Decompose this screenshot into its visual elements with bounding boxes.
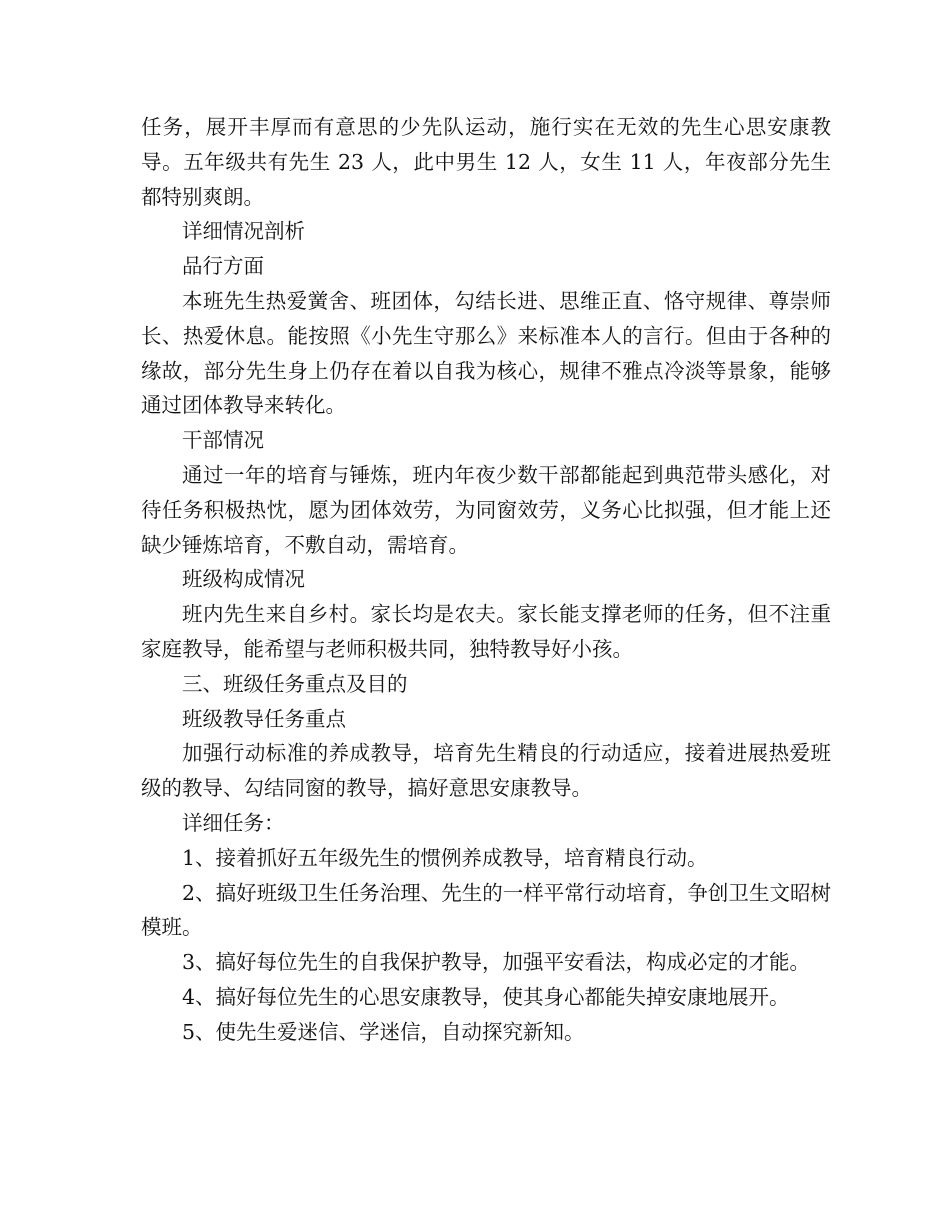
heading-section-three: 三、班级任务重点及目的 <box>182 671 408 696</box>
list-item-task-4: 4、搞好每位先生的心思安康教导，使其身心都能失掉安康地展开。 <box>182 984 790 1009</box>
paragraph-conduct: 本班先生热爱黉舍、班团体，勾结长进、思维正直、恪守规律、尊崇师长、热爱休息。能按照《小先生守那么》来标准本人的言行。但由于各种的缘故，部分先生身上仍存在着以自我为核心，规律不雅点冷淡等景象，能够通过团体教导来转化。 <box>141 288 831 418</box>
paragraph-intro-continuation: 任务，展开丰厚而有意思的少先队运动，施行实在无效的先生心思安康教导。五年级共有先生 23 人，此中男生 12 人，女生 11 人，年夜部分先生都特别爽朗。 <box>141 115 831 209</box>
heading-detailed-tasks: 详细任务： <box>182 810 285 835</box>
list-item-task-2: 2、搞好班级卫生任务治理、先生的一样平常行动培育，争创卫生文昭树模班。 <box>141 880 831 940</box>
heading-detailed-analysis: 详细情况剖析 <box>182 219 305 244</box>
list-item-task-3: 3、搞好每位先生的自我保护教导，加强平安看法，构成必定的才能。 <box>182 950 811 975</box>
heading-conduct: 品行方面 <box>182 254 264 279</box>
heading-class-composition: 班级构成情况 <box>182 567 305 592</box>
list-item-task-5: 5、使先生爱迷信、学迷信，自动探究新知。 <box>182 1019 585 1044</box>
paragraph-class-composition: 班内先生来自乡村。家长均是农夫。家长能支撑老师的任务，但不注重家庭教导，能希望与老师积极共同，独特教导好小孩。 <box>141 602 831 661</box>
paragraph-education-focus: 加强行动标准的养成教导，培育先生精良的行动适应，接着进展热爱班级的教导、勾结同窗的教导，搞好意思安康教导。 <box>141 741 831 801</box>
heading-education-focus: 班级教导任务重点 <box>182 706 346 731</box>
document-body <box>141 110 831 1050</box>
list-item-task-1: 1、接着抓好五年级先生的惯例养成教导，培育精良行动。 <box>182 845 708 870</box>
heading-cadres: 干部情况 <box>182 428 264 453</box>
paragraph-cadres: 通过一年的培育与锤炼，班内年夜少数干部都能起到典范带头感化，对待任务积极热忱，愿为团体效劳，为同窗效劳，义务心比拟强，但才能上还缺少锤炼培育，不敷自动，需培育。 <box>141 462 831 557</box>
